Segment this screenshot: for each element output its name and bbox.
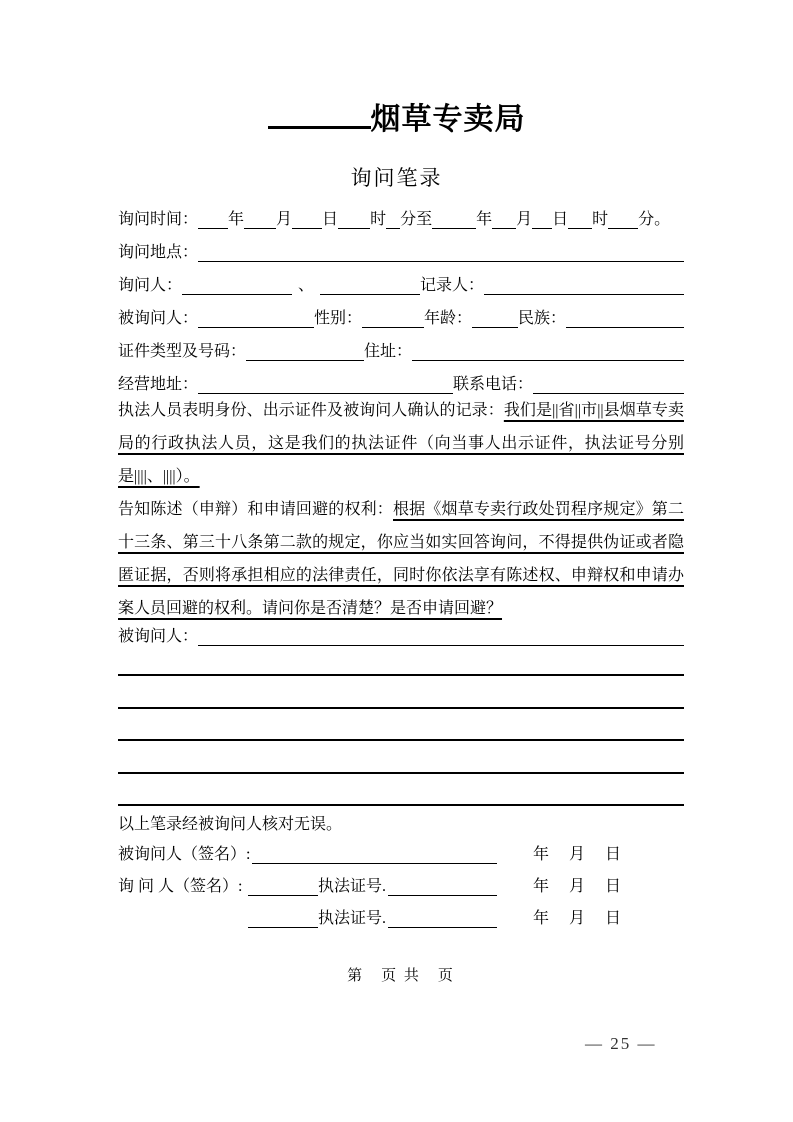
interviewee-label: 被询问人： bbox=[118, 310, 199, 327]
confirmation-note: 以上笔录经被询问人核对无误。 bbox=[118, 816, 343, 833]
bureau-title bbox=[0, 100, 793, 140]
age-label: 年龄： bbox=[424, 310, 473, 327]
minute-to-label: 分至 bbox=[400, 211, 433, 228]
id-card-label: 证件类型及号码： bbox=[118, 343, 247, 360]
blank-field bbox=[244, 227, 276, 229]
blank-field bbox=[338, 227, 370, 229]
signature-blank bbox=[252, 862, 497, 864]
day-label: 日 bbox=[322, 211, 339, 228]
identity-record-content: 我们是||省||市||县烟草专卖局的行政执法人员，这是我们的执法证件（向当事人出示证件，执法证号分别是||||、||||）。 bbox=[118, 402, 684, 485]
month-label: 月 bbox=[276, 211, 293, 228]
inquiry-place-label: 询问地点： bbox=[118, 244, 199, 261]
enumeration-comma: 、 bbox=[298, 277, 315, 294]
statement-row bbox=[118, 625, 684, 646]
cert-number-label: 执法证号. bbox=[318, 910, 387, 927]
gender-label: 性别： bbox=[314, 310, 363, 327]
hour-label: 时 bbox=[370, 211, 387, 228]
rights-notice-label: 告知陈述（申辩）和申请回避的权利： bbox=[118, 501, 393, 518]
rights-notice-content: 根据《烟草专卖行政处罚程序规定》第二十三条、第三十八条第二款的规定，你应当如实回答询问，不得提供伪证或者隐匿证据，否则将承担相应的法律责任，同时你依法享有陈述权、申辩权和申请办案人员回避的权利。请问你是否清楚？是否申请回避？ bbox=[118, 501, 684, 617]
inquiry-time-label: 询问时间： bbox=[118, 211, 199, 228]
ruled-line bbox=[118, 676, 684, 709]
business-address-label: 经营地址： bbox=[118, 376, 199, 393]
minute-end-label: 分。 bbox=[638, 211, 671, 228]
doc-subtitle: 询问笔录 bbox=[350, 167, 443, 190]
ethnicity-label: 民族： bbox=[518, 310, 567, 327]
blank-field bbox=[472, 326, 518, 328]
blank-field bbox=[198, 227, 228, 229]
blank-field bbox=[362, 326, 424, 328]
inquiry-time-row bbox=[118, 196, 684, 229]
date-fields: 年 月 日 bbox=[533, 846, 624, 863]
blank-field bbox=[198, 326, 314, 328]
business-address-row bbox=[118, 361, 684, 394]
date-fields: 年 月 日 bbox=[533, 878, 624, 895]
year-label: 年 bbox=[228, 211, 245, 228]
cert-number-blank bbox=[388, 926, 497, 928]
ruled-line bbox=[118, 709, 684, 742]
year-label: 年 bbox=[476, 211, 493, 228]
inquirer-row bbox=[118, 262, 684, 295]
blank-field bbox=[292, 227, 322, 229]
cert-number-blank bbox=[388, 894, 497, 896]
hour-label: 时 bbox=[592, 211, 609, 228]
address-label: 住址： bbox=[364, 343, 413, 360]
blank-field bbox=[568, 227, 592, 229]
blank-field bbox=[412, 359, 684, 361]
page-of-pages: 第 页 共 页 bbox=[347, 968, 455, 984]
day-label: 日 bbox=[552, 211, 569, 228]
title-blank-line bbox=[268, 126, 371, 129]
signature-blank bbox=[248, 894, 318, 896]
id-card-row bbox=[118, 328, 684, 361]
ruled-line bbox=[118, 774, 684, 807]
date-fields: 年 月 日 bbox=[533, 910, 624, 927]
recorder-label: 记录人： bbox=[420, 277, 485, 294]
identity-record-label: 执法人员表明身份、出示证件及被询问人确认的记录： bbox=[118, 402, 504, 419]
blank-field bbox=[198, 260, 684, 262]
blank-field bbox=[484, 293, 684, 295]
blank-field bbox=[608, 227, 638, 229]
ruled-line bbox=[118, 741, 684, 774]
rights-notice-paragraph bbox=[118, 493, 684, 625]
cert-number-label: 执法证号. bbox=[318, 878, 387, 895]
inquiry-place-row bbox=[118, 229, 684, 262]
blank-field bbox=[432, 227, 476, 229]
identity-record-paragraph bbox=[118, 394, 684, 493]
interviewee-signature-label: 被询问人（签名）: bbox=[118, 846, 251, 863]
form-area bbox=[118, 196, 684, 985]
inquirer-signature-label: 询 问 人（签名）: bbox=[118, 878, 243, 895]
signature-blank bbox=[248, 926, 318, 928]
blank-field bbox=[532, 227, 552, 229]
blank-field bbox=[492, 227, 516, 229]
interviewee-row bbox=[118, 295, 684, 328]
inquirer-label: 询问人： bbox=[118, 277, 183, 294]
phone-label: 联系电话： bbox=[453, 376, 534, 393]
blank-field bbox=[386, 227, 400, 229]
page-number: — 25 — bbox=[585, 1034, 657, 1053]
blank-field bbox=[246, 359, 364, 361]
inquirer2-signature-row bbox=[118, 896, 684, 928]
ruled-line bbox=[118, 646, 684, 676]
month-label: 月 bbox=[516, 211, 533, 228]
interviewee-signature-row bbox=[118, 838, 684, 864]
blank-field bbox=[182, 293, 292, 295]
inquirer-signature-row bbox=[118, 864, 684, 896]
bureau-title-text: 烟草专卖局 bbox=[370, 103, 526, 136]
blank-field bbox=[566, 326, 684, 328]
blank-field bbox=[198, 644, 684, 646]
statement-label: 被询问人： bbox=[118, 628, 199, 645]
blank-field bbox=[320, 293, 420, 295]
